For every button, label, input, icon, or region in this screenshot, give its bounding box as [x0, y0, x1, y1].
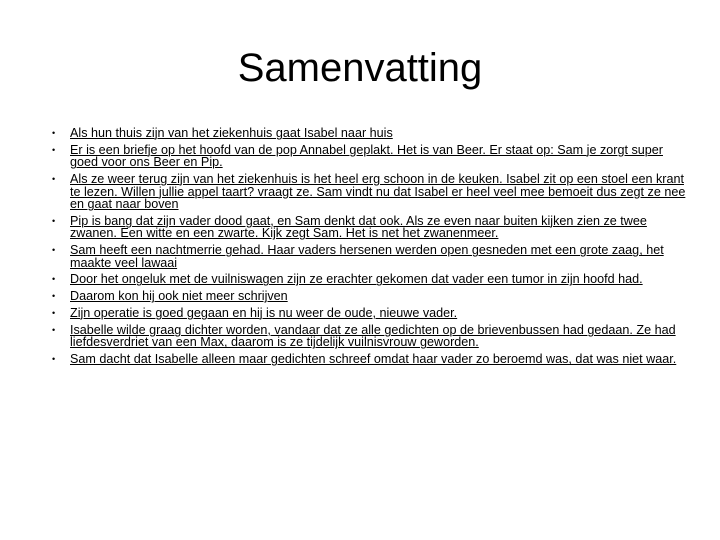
list-item-text: Pip is bang dat zijn vader dood gaat, en Sam denkt dat ook. Als ze even naar buiten kijken zien ze twee zwanen. Een witte en een zwarte. Kijk zegt Sam. Het is net het zwanenmeer.	[70, 213, 647, 241]
bullet-list	[50, 127, 690, 370]
list-item	[50, 244, 690, 269]
list-item	[50, 353, 690, 366]
bullet-dot-icon: •	[52, 324, 56, 335]
list-item-text: Er is een briefje op het hoofd van de pop Annabel geplakt. Het is van Beer. Er staat op: Sam je zorgt super goed voor ons Beer en Pip.	[70, 142, 663, 170]
list-item-text: Isabelle wilde graag dichter worden, vandaar dat ze alle gedichten op de brievenbussen had gedaan. Ze had liefdesverdriet van een Max, daarom is ze tijdelijk vuilnisvrouw geworden.	[70, 322, 676, 350]
bullet-dot-icon: •	[52, 291, 56, 302]
list-item-text: Sam dacht dat Isabelle alleen maar gedichten schreef omdat haar vader zo beroemd was, dat was niet waar.	[70, 352, 677, 367]
bullet-dot-icon: •	[52, 128, 56, 138]
bullet-dot-icon: •	[52, 354, 56, 365]
list-item	[50, 273, 690, 286]
list-item	[50, 215, 690, 240]
list-item	[50, 290, 690, 303]
bullet-dot-icon: •	[52, 215, 56, 226]
slide-title: Samenvatting	[237, 46, 483, 90]
list-item	[50, 127, 690, 140]
list-item-text: Zijn operatie is goed gegaan en hij is nu weer de oude, nieuwe vader.	[70, 306, 458, 321]
list-item-text: Sam heeft een nachtmerrie gehad. Haar vaders hersenen werden open gesneden met een grote zaag, het maakte veel lawaai	[70, 243, 664, 270]
list-item	[50, 173, 690, 211]
list-item-text: Door het ongeluk met de vuilniswagen zijn ze erachter gekomen dat vader een tumor in zijn hoofd had.	[70, 272, 643, 287]
list-item	[50, 307, 690, 320]
bullet-dot-icon: •	[52, 274, 56, 285]
list-item	[50, 144, 690, 169]
bullet-dot-icon: •	[52, 308, 56, 319]
bullet-dot-icon: •	[52, 144, 56, 155]
list-item-text: Als hun thuis zijn van het ziekenhuis gaat Isabel naar huis	[70, 126, 393, 140]
list-item-text: Als ze weer terug zijn van het ziekenhuis is het heel erg schoon in de keuken. Isabel zit op een stoel een krant te lezen. Willen jullie appel taart? vraagt ze. Sam vindt nu dat Isabel er heel veel mee bemoeit dus zegt ze nee en gaat naar boven	[70, 172, 686, 212]
list-item	[50, 324, 690, 349]
bullet-dot-icon: •	[52, 174, 56, 185]
bullet-dot-icon: •	[52, 245, 56, 256]
list-item-text: Daarom kon hij ook niet meer schrijven	[70, 289, 288, 304]
